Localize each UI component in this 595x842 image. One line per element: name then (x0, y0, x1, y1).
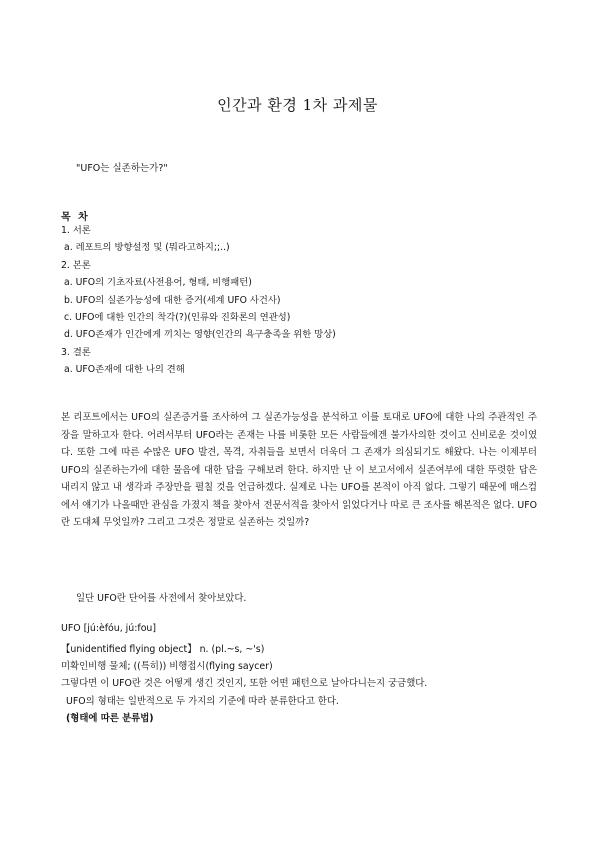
toc-item: a. UFO의 기초자료(사전용어, 형태, 비행패턴) (64, 277, 252, 289)
toc-item: 2. 본론 (61, 259, 91, 271)
shape-intro-line: UFO의 형태는 일반적으로 두 가지의 기준에 따라 분류한다고 한다. (66, 696, 339, 707)
report-subject: "UFO는 실존하는가?" (76, 163, 168, 174)
question-line: 그렇다면 이 UFO란 것은 어떻게 생긴 것인지, 또한 어떤 패턴으로 날아다니는지 궁금했다. (61, 678, 428, 689)
shape-section-heading: (형태에 따른 분류법) (66, 713, 154, 724)
table-of-contents (61, 222, 336, 379)
dictionary-headword: UFO [jú:èfóu, jú:fou] (61, 623, 157, 634)
toc-item: 3. 결론 (61, 346, 91, 358)
intro-paragraph: 본 리포트에서는 UFO의 실존증거를 조사하여 그 실존가능성을 분석하고 이를 토대로 UFO에 대한 나의 주관적인 주장을 말하고자 한다. 어려서부터 UFO라는 존재는 나를 비롯한 모든 사람들에겐 불가사의한 것이고 신비로운 것이였다. 또한 그에 따른 수많은 UFO 발견, 목격, 자취들을 보면서 더욱더 그 존재가 의심되기도 해왔다. 나는 이제부터 UFO의 실존하는가에 대한 물음에 대한 답을 구해보려 한다. 하지만 난 이 보고서에서 실존여부에 대한 뚜렷한 답은 내리지 않고 내 생각과 주장만을 펼칠 것을 언급하겠다. 실제로 나는 UFO를 본적이 아직 없다. 그렇기 때문에 매스컴에서 얘기가 나올때만 관심을 가졌지 책을 찾아서 전문서적을 찾아서 읽었다거나 따로 큰 조사를 해본적은 없다. UFO란 도대체 무엇일까? 그리고 그것은 정말로 실존하는 것일까? (61, 412, 537, 528)
dictionary-definition: 미확인비행 물체; ((특히)) 비행접시(flying saycer) (61, 661, 273, 672)
toc-item: c. UFO에 대한 인간의 착각(?)(인류와 진화론의 연관성) (64, 311, 291, 323)
toc-item: d. UFO존재가 인간에게 끼치는 영향(인간의 욕구충족을 위한 망상) (64, 329, 336, 341)
toc-heading: 목 차 (61, 212, 90, 223)
dictionary-intro: 일단 UFO란 단어를 사전에서 찾아보았다. (76, 593, 247, 604)
toc-item: a. UFO존재에 대한 나의 견해 (64, 364, 185, 376)
toc-item: a. 레포트의 방향설정 및 (뭐라고하지;;..) (64, 242, 230, 254)
dictionary-etymology: 【unidentified flying object】 n. (pl.~s, ~'s) (61, 644, 265, 655)
document-title: 인간과 환경 1차 과제물 (217, 96, 378, 114)
toc-item: 1. 서론 (61, 225, 91, 236)
toc-item: b. UFO의 실존가능성에 대한 증거(세계 UFO 사건사) (64, 294, 281, 306)
